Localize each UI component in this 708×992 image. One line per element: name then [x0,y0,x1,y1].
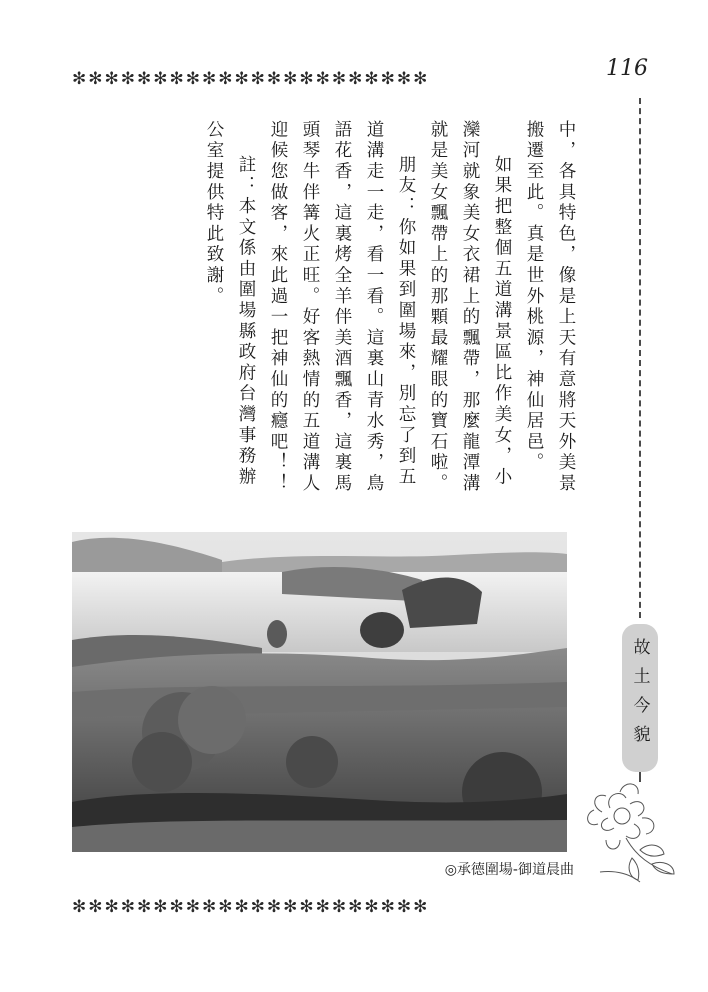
paragraph-invitation: 朋友：你如果到圍場來，別忘了到五道溝走一走，看一看。這裏山青水秀，鳥語花香，這裏烤全羊伴美酒飄香，這裏馬頭琴牛伴篝火正旺。好客熱情的五道溝人迎候您做客，來此過一把神仙的癮吧！！ [268,120,416,495]
chapter-side-tab-label: 故土今貌 [629,638,650,754]
vertical-body-text [200,120,582,500]
photo-caption: ◎承德圍場-御道晨曲 [444,862,574,878]
landscape-photo [72,532,567,852]
paragraph-comparison: 如果把整個五道溝景區比作美女，小灤河就象美女衣裙上的飄帶，那麼龍潭溝就是美女飄帶上的那顆最耀眼的寶石啦。 [428,120,512,495]
paragraph-continuation: 中，各具特色，像是上天有意將天外美景搬遷至此。真是世外桃源，神仙居邑。 [524,120,576,495]
page-number: 116 [606,56,648,81]
top-border-ornament: ✻✻✻✻✻✻✻✻✻✻✻✻✻✻✻✻✻✻✻✻✻✻ [72,69,430,89]
paragraph-footnote: 註：本文係由圍場縣政府台灣事務辦公室提供特此致謝。 [204,120,256,488]
bottom-border-ornament: ✻✻✻✻✻✻✻✻✻✻✻✻✻✻✻✻✻✻✻✻✻✻ [72,897,430,917]
chapter-side-tab [622,624,658,772]
peony-flower-illustration [580,778,680,890]
side-dashed-rule [639,98,641,618]
